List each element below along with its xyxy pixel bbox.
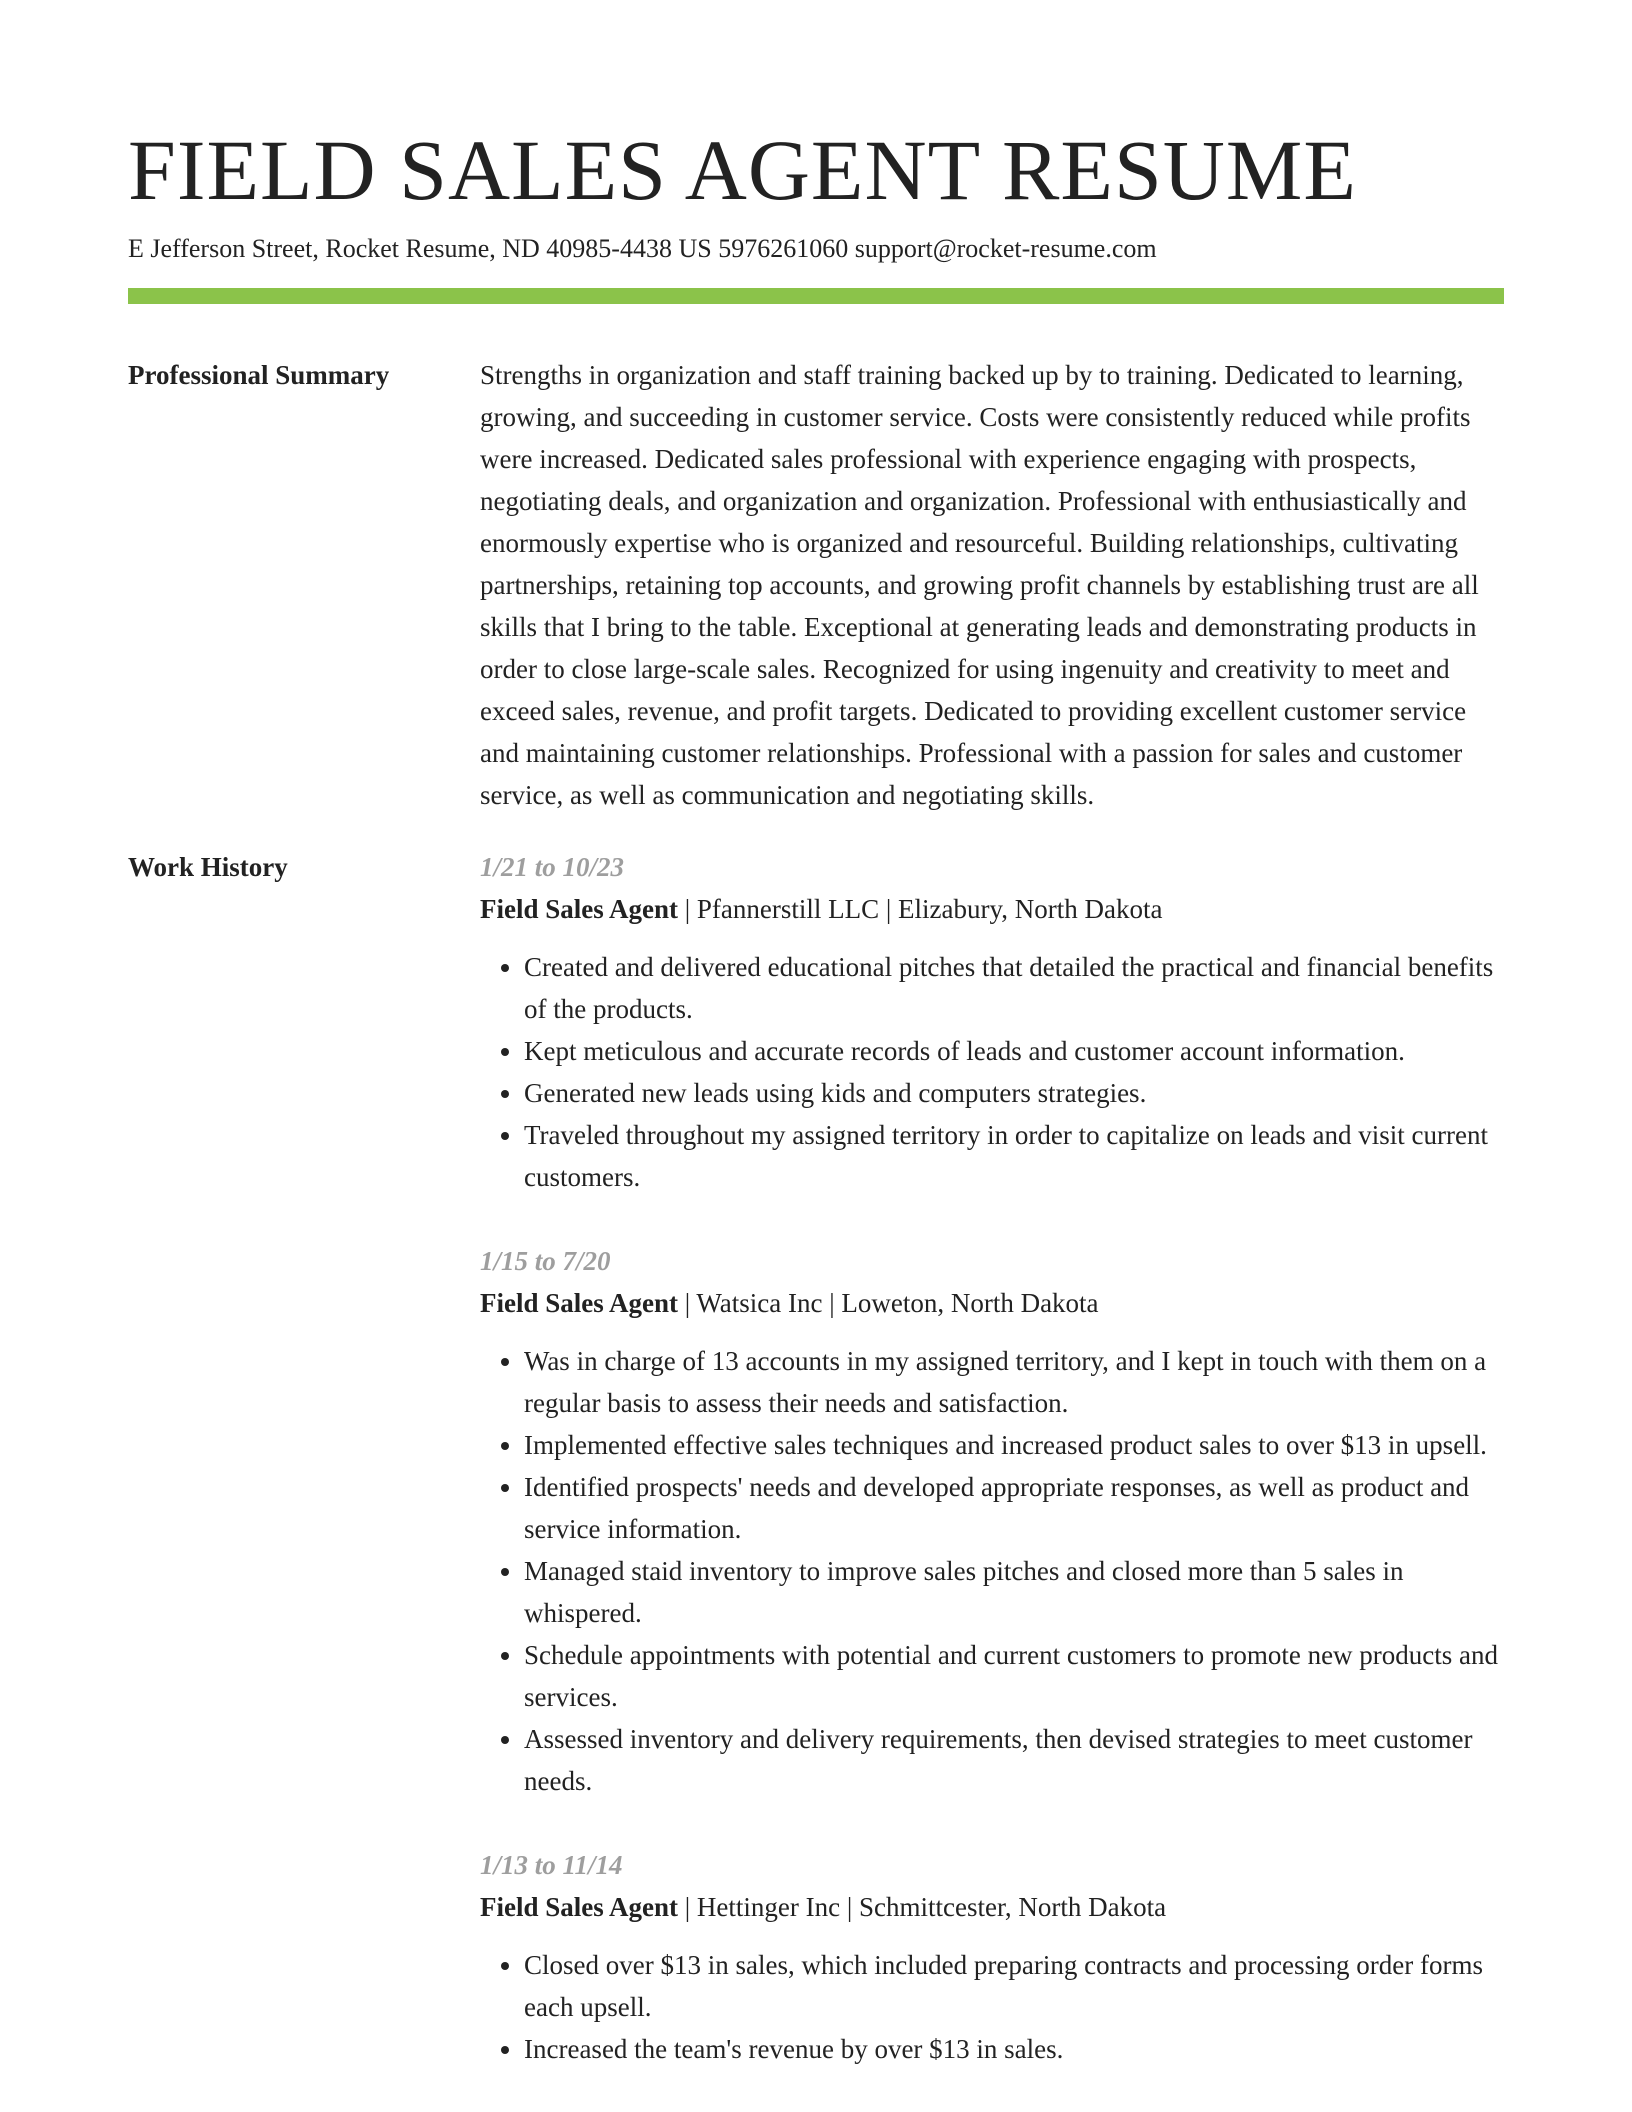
job-title-line xyxy=(480,1886,1504,1928)
job-dates: 1/21 to 10/23 xyxy=(480,852,625,882)
job-bullet: • Identified prospects' needs and developed appropriate responses, as well as product and service information. xyxy=(524,1466,1504,1550)
job-bullet-list xyxy=(480,1944,1504,2070)
job-details: | Watsica Inc | Loweton, North Dakota xyxy=(678,1288,1099,1318)
resume-title: FIELD SALES AGENT RESUME xyxy=(128,122,1357,218)
job-bullet-list xyxy=(480,1340,1504,1802)
job-title-line xyxy=(480,1282,1504,1324)
job-dates: 1/15 to 7/20 xyxy=(480,1246,611,1276)
job-details: | Pfannerstill LLC | Elizabury, North Dakota xyxy=(678,894,1163,924)
job-title: Field Sales Agent xyxy=(480,894,679,924)
summary-heading: Professional Summary xyxy=(128,360,390,390)
job-bullet-list xyxy=(480,946,1504,1198)
job-bullet: • Increased the team's revenue by over $13 in sales. xyxy=(524,2028,1504,2070)
job-bullet: • Closed over $13 in sales, which included preparing contracts and processing order forms each upsell. xyxy=(524,1944,1504,2028)
job-bullet: • Schedule appointments with potential and current customers to promote new products and services. xyxy=(524,1634,1504,1718)
job-entry xyxy=(480,1240,1504,1802)
job-bullet: • Managed staid inventory to improve sales pitches and closed more than 5 sales in whispered. xyxy=(524,1550,1504,1634)
job-details: | Hettinger Inc | Schmittcester, North Dakota xyxy=(678,1892,1167,1922)
job-bullet: • Implemented effective sales techniques and increased product sales to over $13 in upsell. xyxy=(524,1424,1504,1466)
work-history-section xyxy=(128,846,1504,2112)
job-bullet: • Was in charge of 13 accounts in my assigned territory, and I kept in touch with them on a regular basis to assess their needs and satisfaction. xyxy=(524,1340,1504,1424)
job-title-line xyxy=(480,888,1504,930)
job-entry xyxy=(480,846,1504,1198)
job-entry xyxy=(480,1844,1504,2070)
job-dates: 1/13 to 11/14 xyxy=(480,1850,623,1880)
summary-section xyxy=(128,354,1504,816)
job-bullet: • Generated new leads using kids and computers strategies. xyxy=(524,1072,1504,1114)
summary-text: Strengths in organization and staff training backed up by to training. Dedicated to learning, growing, and succeeding in customer service. Costs were consistently reduced while profits were increased. Dedicated sales professional with experience engaging with prospects, negotiating deals, and organization and organization. Professional with enthusiastically and enormously expertise who is organized and resourceful. Building relationships, cultivating partnerships, retaining top accounts, and growing profit channels by establishing trust are all skills that I bring to the table. Exceptional at generating leads and demonstrating products in order to close large-scale sales. Recognized for using ingenuity and creativity to meet and exceed sales, revenue, and profit targets. Dedicated to providing excellent customer service and maintaining customer relationships. Professional with a passion for sales and customer service, as well as communication and negotiating skills. xyxy=(480,360,1479,810)
job-bullet: • Kept meticulous and accurate records of leads and customer account information. xyxy=(524,1030,1504,1072)
accent-divider xyxy=(128,288,1504,304)
job-bullet: • Assessed inventory and delivery requirements, then devised strategies to meet customer needs. xyxy=(524,1718,1504,1802)
job-title: Field Sales Agent xyxy=(480,1892,679,1922)
job-bullet: • Created and delivered educational pitches that detailed the practical and financial benefits of the products. xyxy=(524,946,1504,1030)
job-title: Field Sales Agent xyxy=(480,1288,679,1318)
work-history-heading: Work History xyxy=(128,852,288,882)
resume-page xyxy=(128,120,1504,2112)
job-bullet: • Traveled throughout my assigned territory in order to capitalize on leads and visit current customers. xyxy=(524,1114,1504,1198)
contact-line: E Jefferson Street, Rocket Resume, ND 40985-4438 US 5976261060 support@rocket-resume.com xyxy=(128,234,1157,263)
